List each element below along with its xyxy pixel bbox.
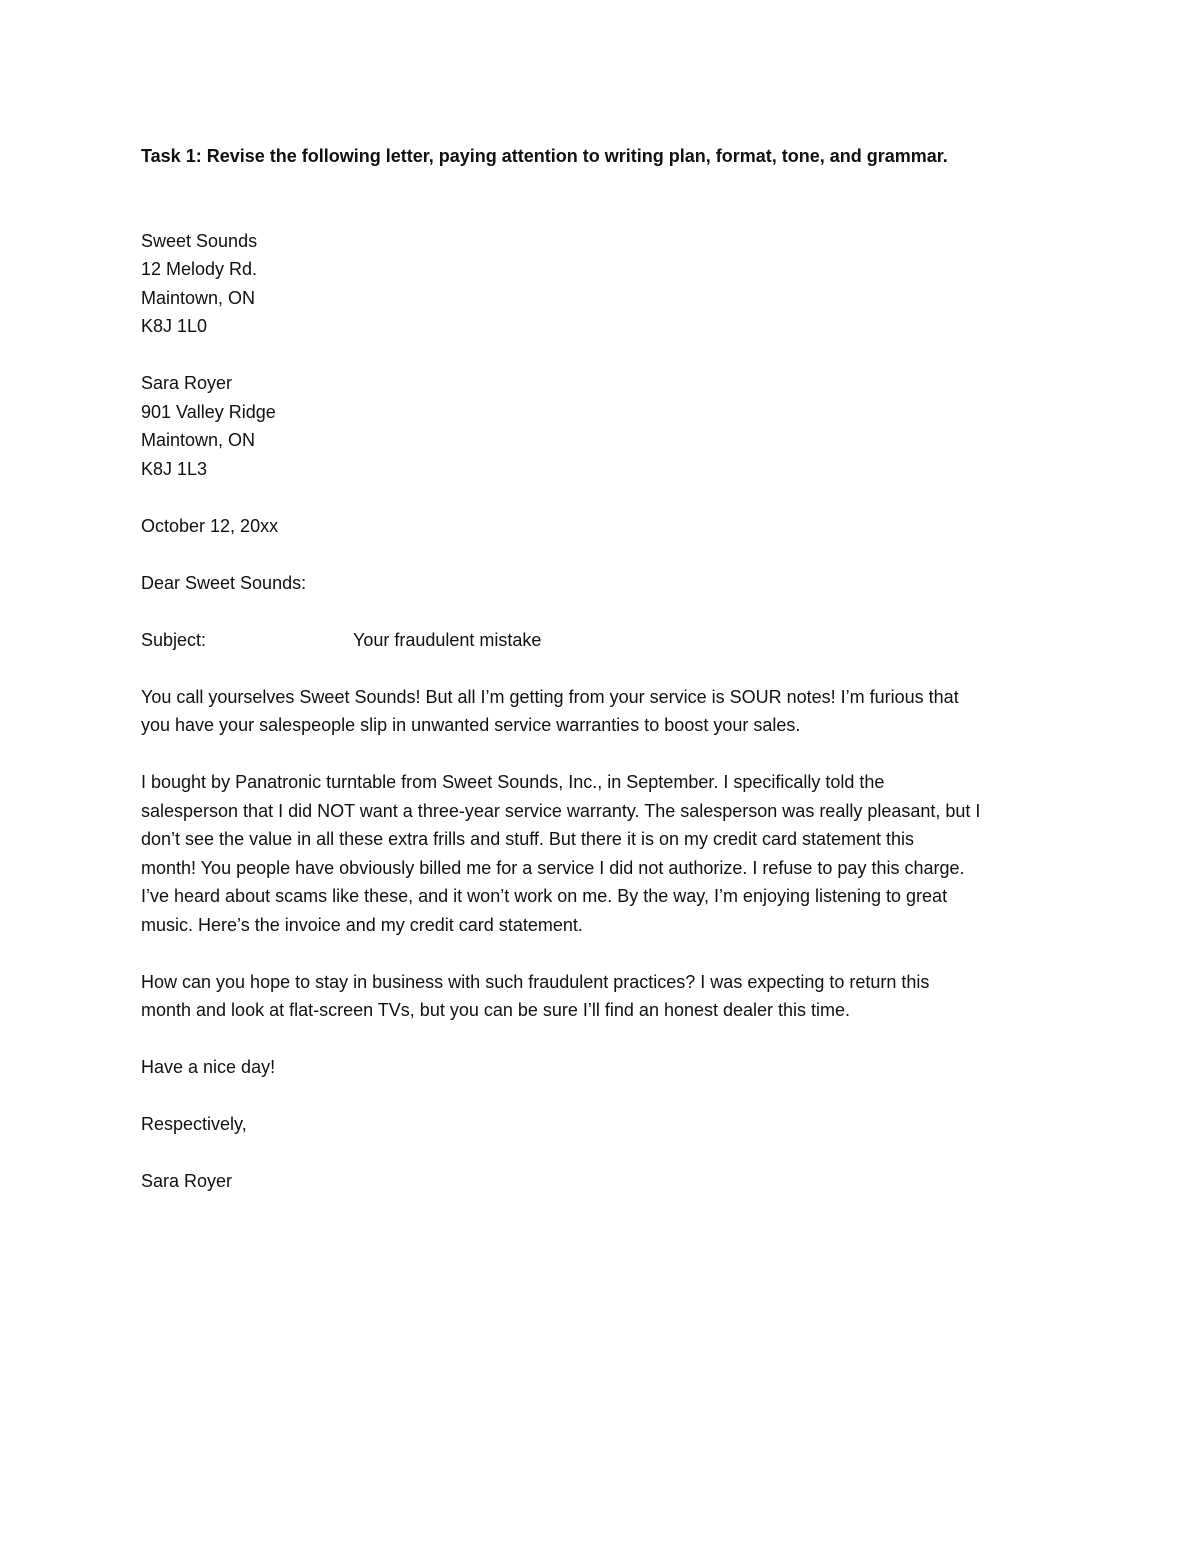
paragraph-line: I’ve heard about scams like these, and it won’t work on me. By the way, I’m enjoying listening to great	[141, 886, 948, 906]
signature-name: Sara Royer	[141, 1171, 233, 1191]
paragraph-line: month! You people have obviously billed me for a service I did not authorize. I refuse to pay this charge.	[141, 857, 965, 878]
closing-remark: Have a nice day!	[141, 1057, 276, 1077]
paragraph-line: month and look at flat-screen TVs, but you can be sure I’ll find an honest dealer this time.	[141, 1000, 851, 1020]
letter-date: October 12, 20xx	[141, 515, 279, 536]
paragraph-line: salesperson that I did NOT want a three-year service warranty. The salesperson was really pleasant, but I	[141, 800, 981, 821]
paragraph-line: How can you hope to stay in business with such fraudulent practices? I was expecting to return this	[141, 971, 930, 992]
subject-line	[141, 626, 1071, 655]
salutation: Dear Sweet Sounds:	[141, 572, 307, 593]
sender-line: Maintown, ON	[141, 430, 256, 450]
complimentary-close: Respectively,	[141, 1114, 247, 1134]
sender-address	[141, 369, 1071, 483]
body-paragraph-2	[141, 768, 1071, 939]
subject-text: Your fraudulent mistake	[353, 629, 542, 650]
paragraph-line: You call yourselves Sweet Sounds! But all I’m getting from your service is SOUR notes! I’m furious that	[141, 686, 959, 707]
paragraph-line: don’t see the value in all these extra frills and stuff. But there it is on my credit card statement this	[141, 829, 915, 849]
body-paragraph-1	[141, 683, 1071, 740]
letter-content	[141, 142, 1071, 1224]
recipient-line: 12 Melody Rd.	[141, 259, 258, 279]
recipient-line: Maintown, ON	[141, 287, 256, 308]
sender-line: Sara Royer	[141, 373, 233, 393]
recipient-address	[141, 227, 1071, 341]
task-title: Task 1: Revise the following letter, paying attention to writing plan, format, tone, and grammar.	[141, 146, 948, 166]
paragraph-line: you have your salespeople slip in unwanted service warranties to boost your sales.	[141, 715, 801, 735]
sender-line: 901 Valley Ridge	[141, 401, 276, 422]
subject-label: Subject:	[141, 629, 207, 650]
sender-line: K8J 1L3	[141, 458, 208, 479]
body-paragraph-3	[141, 968, 1071, 1025]
recipient-line: K8J 1L0	[141, 316, 208, 336]
paragraph-line: I bought by Panatronic turntable from Sweet Sounds, Inc., in September. I specifically told the	[141, 772, 885, 792]
paragraph-line: music. Here’s the invoice and my credit card statement.	[141, 914, 583, 935]
recipient-line: Sweet Sounds	[141, 230, 258, 251]
